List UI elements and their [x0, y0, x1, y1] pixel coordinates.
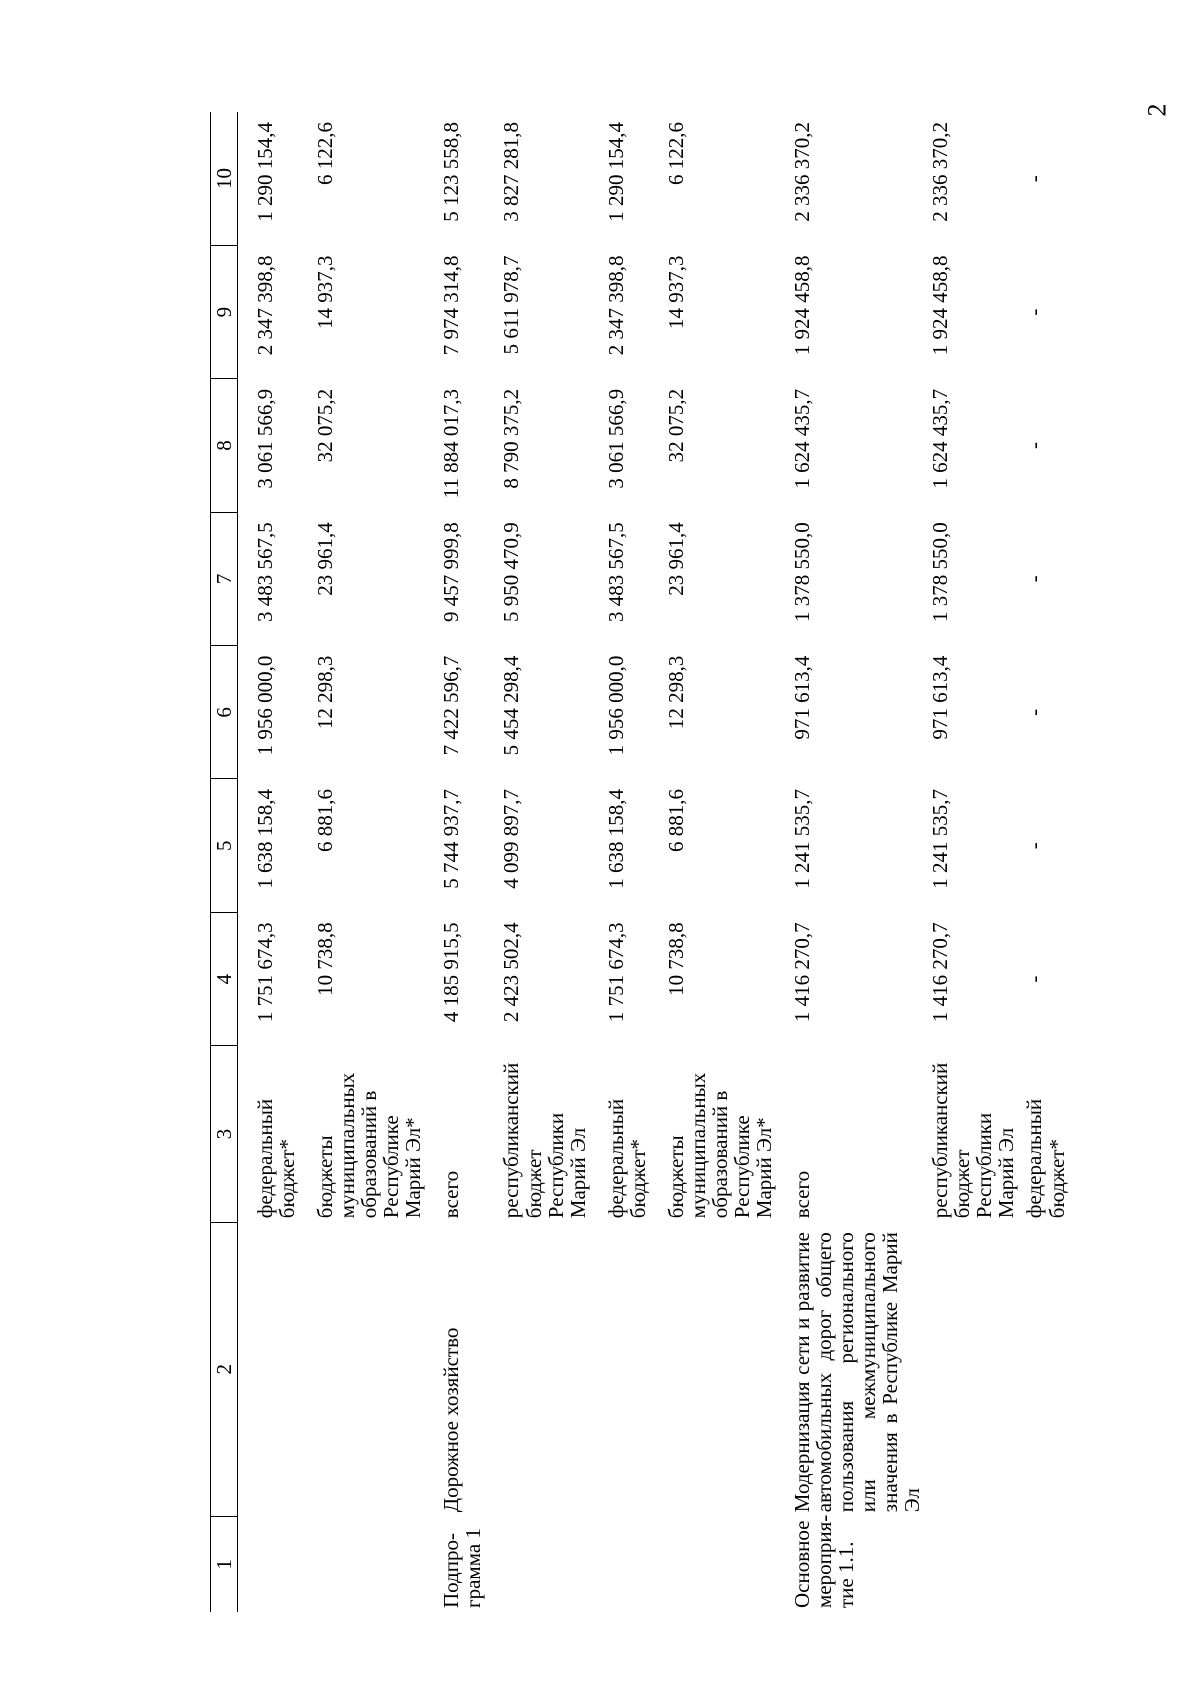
- value-cell: 4 099 897,7: [499, 789, 524, 889]
- value-cell: 1 416 270,7: [789, 922, 814, 1023]
- table-row: [238, 112, 299, 1612]
- table-row: [298, 112, 424, 1612]
- funding-source-cell: республиканский бюджет Республики Марий Эл: [928, 1062, 1019, 1219]
- column-header: 8: [211, 379, 238, 512]
- value-cell: 5 611 978,7: [499, 255, 524, 355]
- value-cell: 2 347 398,8: [603, 255, 628, 356]
- row-name-cell: [589, 1222, 649, 1516]
- row-name-cell: [649, 1222, 775, 1516]
- column-header: 9: [211, 245, 238, 378]
- column-header: 1: [211, 1516, 238, 1612]
- column-header: 2: [211, 1222, 238, 1516]
- value-cell: 5 950 470,9: [499, 522, 524, 622]
- value-cell: 6 881,6: [313, 789, 338, 852]
- value-cell: 3 061 566,9: [603, 388, 628, 489]
- value-cell: 9 457 999,8: [439, 522, 464, 622]
- funding-source-cell: всего: [439, 1170, 464, 1219]
- row-code-cell: [923, 1516, 1017, 1612]
- value-cell: 1 416 270,7: [928, 922, 953, 1023]
- value-cell: 23 961,4: [663, 522, 688, 596]
- value-cell: 14 937,3: [663, 255, 688, 329]
- value-cell: 1 751 674,3: [603, 922, 628, 1023]
- value-cell: 1 956 000,0: [253, 655, 278, 756]
- value-cell: 1 751 674,3: [253, 922, 278, 1023]
- row-code-cell: Подпро-грамма 1: [439, 1528, 486, 1608]
- column-header: 3: [211, 1046, 238, 1222]
- row-name-cell: [923, 1222, 1017, 1516]
- value-cell: 2 423 502,4: [499, 922, 524, 1023]
- page-number: 2: [1142, 103, 1172, 117]
- column-header: 6: [211, 646, 238, 779]
- funding-source-cell: федеральный бюджет*: [253, 1098, 300, 1219]
- value-cell: 3 827 281,8: [499, 122, 524, 222]
- funding-source-cell: бюджеты муниципальных образований в Республике Марий Эл*: [313, 1072, 426, 1219]
- budget-table-rotated: [210, 112, 1069, 1612]
- value-cell: 5 454 298,4: [499, 655, 524, 756]
- value-cell: 6 881,6: [663, 789, 688, 852]
- value-cell: 14 937,3: [313, 255, 338, 329]
- table-row: [649, 112, 775, 1612]
- row-name-cell: [238, 1222, 299, 1516]
- row-name-cell: [298, 1222, 424, 1516]
- value-cell: 7 422 596,7: [439, 655, 464, 756]
- value-cell: 23 961,4: [313, 522, 338, 596]
- value-cell: 10 738,8: [313, 922, 338, 996]
- row-code-cell: [298, 1516, 424, 1612]
- funding-source-cell: бюджеты муниципальных образований в Республике Марий Эл*: [663, 1072, 776, 1219]
- table-row: [484, 112, 588, 1612]
- value-cell: 5 123 558,8: [439, 122, 464, 222]
- column-header: 10: [211, 112, 238, 245]
- value-cell: 12 298,3: [313, 655, 338, 730]
- value-cell: 3 483 567,5: [253, 522, 278, 622]
- value-cell: 1 290 154,4: [603, 122, 628, 222]
- funding-source-cell: федеральный бюджет*: [603, 1098, 650, 1219]
- value-cell: 1 624 435,7: [789, 388, 814, 489]
- header-row: [211, 112, 238, 1612]
- row-name-cell: [1017, 1222, 1067, 1516]
- value-cell: 1 638 158,4: [253, 789, 278, 889]
- value-cell: 1 290 154,4: [253, 122, 278, 222]
- value-cell: 11 884 017,3: [439, 388, 464, 499]
- value-cell: 971 613,4: [928, 655, 953, 740]
- table-row: [424, 112, 484, 1612]
- value-cell: 32 075,2: [663, 388, 688, 463]
- value-cell: -: [1022, 975, 1047, 983]
- value-cell: 1 924 458,8: [789, 255, 814, 356]
- table-row: [775, 112, 923, 1612]
- value-cell: 1 956 000,0: [603, 655, 628, 756]
- funding-source-cell: всего: [789, 1170, 814, 1219]
- value-cell: 10 738,8: [663, 922, 688, 996]
- value-cell: 32 075,2: [313, 388, 338, 463]
- value-cell: 1 924 458,8: [928, 255, 953, 356]
- table-body: [238, 112, 1068, 1612]
- row-name-cell: Дорожное хозяйство: [439, 1327, 464, 1513]
- value-cell: 6 122,6: [313, 122, 338, 185]
- value-cell: 2 336 370,2: [789, 122, 814, 222]
- value-cell: 1 241 535,7: [928, 789, 953, 889]
- row-name-cell: Модернизация сети и развитие автомобильных дорог общего пользования регионального или межмуниципального значения в Республике Марий Эл: [789, 1232, 925, 1513]
- value-cell: 1 378 550,0: [789, 522, 814, 622]
- value-cell: 1 241 535,7: [789, 789, 814, 889]
- row-code-cell: [1017, 1516, 1067, 1612]
- row-code-cell: [589, 1516, 649, 1612]
- funding-source-cell: республиканский бюджет Республики Марий Эл: [499, 1062, 590, 1219]
- value-cell: 6 122,6: [663, 122, 688, 185]
- value-cell: 2 336 370,2: [928, 122, 953, 222]
- value-cell: 12 298,3: [663, 655, 688, 730]
- value-cell: 1 638 158,4: [603, 789, 628, 889]
- value-cell: 971 613,4: [789, 655, 814, 740]
- row-code-cell: [649, 1516, 775, 1612]
- value-cell: -: [1022, 442, 1047, 450]
- row-code-cell: [238, 1516, 299, 1612]
- table-row: [1017, 112, 1067, 1612]
- value-cell: 3 483 567,5: [603, 522, 628, 622]
- value-cell: 7 974 314,8: [439, 255, 464, 356]
- value-cell: 8 790 375,2: [499, 388, 524, 489]
- column-header: 5: [211, 779, 238, 912]
- value-cell: 5 744 937,7: [439, 789, 464, 889]
- value-cell: -: [1022, 842, 1047, 850]
- value-cell: 4 185 915,5: [439, 922, 464, 1023]
- funding-source-cell: федеральный бюджет*: [1022, 1098, 1069, 1219]
- row-code-cell: Основное мероприя-тие 1.1.: [789, 1514, 859, 1608]
- value-cell: 1 624 435,7: [928, 388, 953, 489]
- column-header: 4: [211, 912, 238, 1045]
- table-row: [923, 112, 1017, 1612]
- row-name-cell: [484, 1222, 588, 1516]
- value-cell: 1 378 550,0: [928, 522, 953, 622]
- value-cell: 3 061 566,9: [253, 388, 278, 489]
- value-cell: -: [1022, 175, 1047, 183]
- column-header: 7: [211, 512, 238, 645]
- row-code-cell: [484, 1516, 588, 1612]
- budget-table: [210, 112, 1068, 1612]
- table-header: [211, 112, 238, 1612]
- value-cell: 2 347 398,8: [253, 255, 278, 356]
- value-cell: -: [1022, 708, 1047, 716]
- value-cell: -: [1022, 575, 1047, 583]
- table-row: [589, 112, 649, 1612]
- value-cell: -: [1022, 308, 1047, 316]
